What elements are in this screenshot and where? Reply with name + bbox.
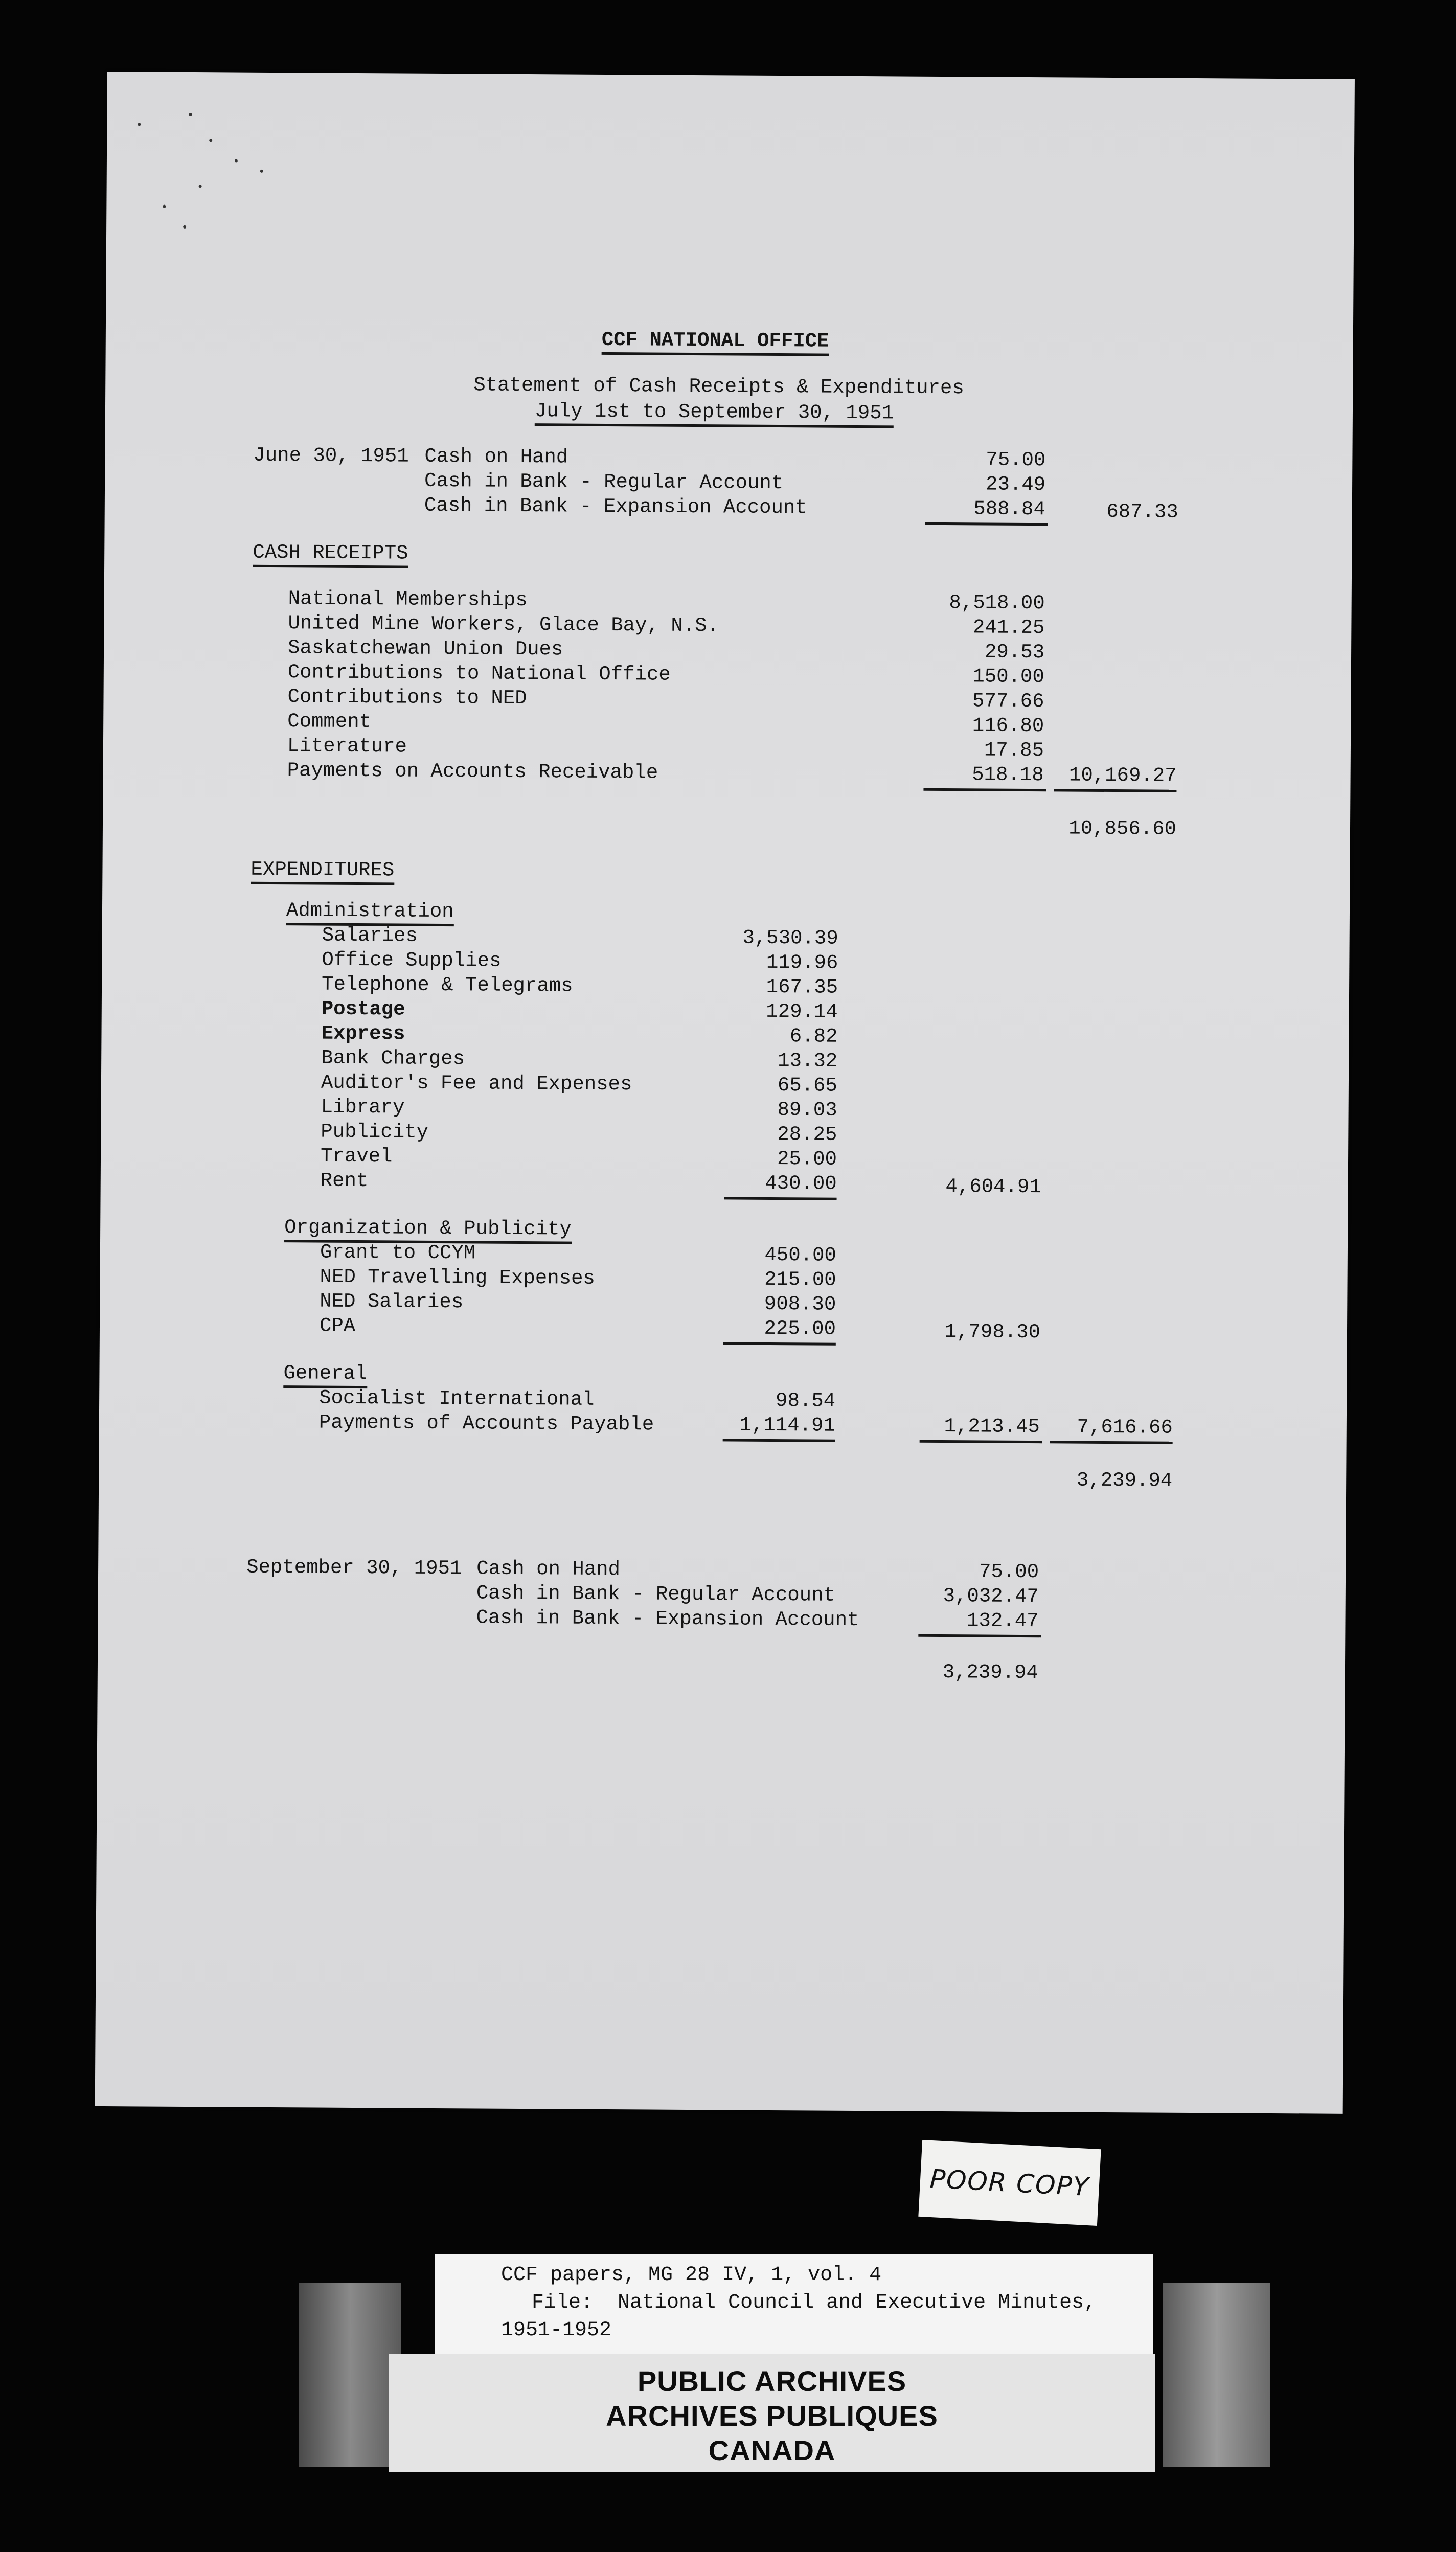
archive-clip-left <box>299 2283 401 2467</box>
general-label-1: Socialist International <box>319 1386 595 1411</box>
opening-label-1: Cash on Hand <box>424 445 568 469</box>
archive-stamp-line-2: ARCHIVES PUBLIQUES <box>606 2400 938 2432</box>
cash-statement <box>95 72 1355 2114</box>
administration-heading: Administration <box>286 901 454 926</box>
archive-line-2: File: National Council and Executive Minutes, <box>532 2291 1097 2314</box>
receipts-total: 10,169.27 <box>1068 764 1177 787</box>
receipt-label-5: Contributions to NED <box>287 686 527 710</box>
closing-label-3: Cash in Bank - Expansion Account <box>476 1606 859 1632</box>
org-amount-2: 215.00 <box>764 1268 836 1291</box>
receipt-label-2: United Mine Workers, Glace Bay, N.S. <box>288 612 719 637</box>
opening-amount-1: 75.00 <box>986 448 1046 472</box>
closing-rule <box>918 1634 1041 1637</box>
opening-rule <box>925 522 1048 526</box>
general-amount-2: 1,114.91 <box>739 1414 835 1437</box>
org-subtotal: 1,798.30 <box>944 1320 1041 1344</box>
org-amount-4: 225.00 <box>764 1317 836 1340</box>
archive-stamp-line-3: CANADA <box>708 2434 836 2467</box>
admin-amount-3: 167.35 <box>766 975 838 999</box>
receipts-rule-1 <box>923 788 1046 791</box>
admin-label-5: Express <box>321 1022 405 1045</box>
admin-label-3: Telephone & Telegrams <box>321 973 573 997</box>
archive-line-3: 1951-1952 <box>501 2319 612 2342</box>
admin-label-2: Office Supplies <box>322 948 502 972</box>
archive-clip-right <box>1163 2283 1270 2467</box>
receipt-label-1: National Memberships <box>288 587 528 612</box>
receipt-amount-7: 17.85 <box>984 739 1044 762</box>
receipt-amount-5: 577.66 <box>972 690 1044 713</box>
admin-rule <box>724 1197 837 1200</box>
admin-label-11: Rent <box>320 1169 369 1193</box>
closing-label-1: Cash on Hand <box>476 1557 621 1581</box>
archive-stamp-line-1: PUBLIC ARCHIVES <box>637 2365 907 2397</box>
balance-total: 3,239.94 <box>1076 1469 1173 1492</box>
admin-amount-6: 13.32 <box>778 1050 838 1073</box>
receipt-label-6: Comment <box>287 710 372 734</box>
general-subtotal: 1,213.45 <box>944 1415 1040 1439</box>
expenditures-heading: EXPENDITURES <box>251 860 394 885</box>
receipt-amount-4: 150.00 <box>972 665 1044 689</box>
closing-amount-3: 132.47 <box>966 1609 1039 1633</box>
admin-amount-10: 25.00 <box>777 1148 837 1171</box>
expenditures-total: 7,616.66 <box>1077 1416 1173 1439</box>
org-label-4: CPA <box>319 1314 356 1338</box>
archive-stamp <box>389 2354 1155 2472</box>
admin-amount-4: 129.14 <box>766 1000 838 1023</box>
admin-amount-11: 430.00 <box>765 1172 837 1195</box>
poor-copy-note: POOR COPY <box>918 2140 1101 2226</box>
admin-label-6: Bank Charges <box>321 1046 465 1070</box>
receipt-amount-6: 116.80 <box>972 714 1044 738</box>
closing-amount-1: 75.00 <box>979 1560 1039 1584</box>
opening-amount-3: 588.84 <box>973 497 1045 521</box>
closing-amount-2: 3,032.47 <box>943 1585 1039 1608</box>
admin-amount-1: 3,530.39 <box>742 926 838 950</box>
statement-period: July 1st to September 30, 1951 <box>535 401 894 428</box>
org-label-3: NED Salaries <box>320 1290 464 1314</box>
org-label-2: NED Travelling Expenses <box>320 1265 596 1290</box>
closing-label-2: Cash in Bank - Regular Account <box>476 1582 836 1607</box>
admin-amount-7: 65.65 <box>777 1074 838 1097</box>
general-subtotal-rule <box>920 1440 1042 1443</box>
general-rule <box>723 1439 835 1442</box>
office-title: CCF NATIONAL OFFICE <box>602 330 829 356</box>
general-heading: General <box>283 1363 367 1388</box>
receipt-amount-8: 518.18 <box>972 763 1044 787</box>
document-page <box>95 72 1355 2114</box>
receipt-amount-1: 8,518.00 <box>949 591 1045 615</box>
admin-label-8: Library <box>321 1096 405 1119</box>
admin-label-1: Salaries <box>322 924 418 947</box>
receipt-amount-3: 29.53 <box>984 641 1045 664</box>
receipt-label-7: Literature <box>287 735 407 758</box>
archive-reference-label <box>435 2254 1153 2354</box>
org-amount-3: 908.30 <box>764 1292 836 1316</box>
admin-label-10: Travel <box>320 1145 393 1168</box>
general-label-2: Payments of Accounts Payable <box>318 1411 654 1436</box>
opening-label-3: Cash in Bank - Expansion Account <box>424 494 807 519</box>
admin-amount-9: 28.25 <box>777 1123 837 1146</box>
opening-total: 687.33 <box>1106 500 1178 523</box>
org-label-1: Grant to CCYM <box>320 1241 476 1265</box>
closing-date: September 30, 1951 <box>246 1556 462 1580</box>
general-amount-1: 98.54 <box>775 1389 836 1412</box>
opening-date: June 30, 1951 <box>253 444 409 468</box>
org-rule <box>723 1342 836 1345</box>
receipt-label-3: Saskatchewan Union Dues <box>287 636 563 661</box>
receipt-label-8: Payments on Accounts Receivable <box>287 759 658 784</box>
receipts-heading: CASH RECEIPTS <box>253 543 408 568</box>
admin-amount-2: 119.96 <box>766 951 838 974</box>
admin-amount-5: 6.82 <box>789 1025 838 1048</box>
admin-label-9: Publicity <box>321 1120 429 1144</box>
receipts-rule-2 <box>1054 789 1176 792</box>
admin-label-4: Postage <box>321 997 405 1021</box>
opening-amount-2: 23.49 <box>985 473 1046 496</box>
statement-title: Statement of Cash Receipts & Expenditures <box>473 374 964 400</box>
expenditures-total-rule <box>1050 1441 1173 1444</box>
admin-subtotal: 4,604.91 <box>945 1175 1041 1199</box>
receipt-label-4: Contributions to National Office <box>287 661 671 686</box>
receipt-amount-2: 241.25 <box>972 616 1045 640</box>
closing-total: 3,239.94 <box>942 1661 1039 1684</box>
archive-line-1: CCF papers, MG 28 IV, 1, vol. 4 <box>501 2264 882 2287</box>
opening-label-2: Cash in Bank - Regular Account <box>424 469 784 495</box>
organization-heading: Organization & Publicity <box>284 1218 572 1244</box>
org-amount-1: 450.00 <box>764 1243 837 1267</box>
admin-amount-8: 89.03 <box>777 1099 837 1122</box>
admin-label-7: Auditor's Fee and Expenses <box>321 1071 632 1096</box>
receipts-grand-total: 10,856.60 <box>1068 817 1177 840</box>
